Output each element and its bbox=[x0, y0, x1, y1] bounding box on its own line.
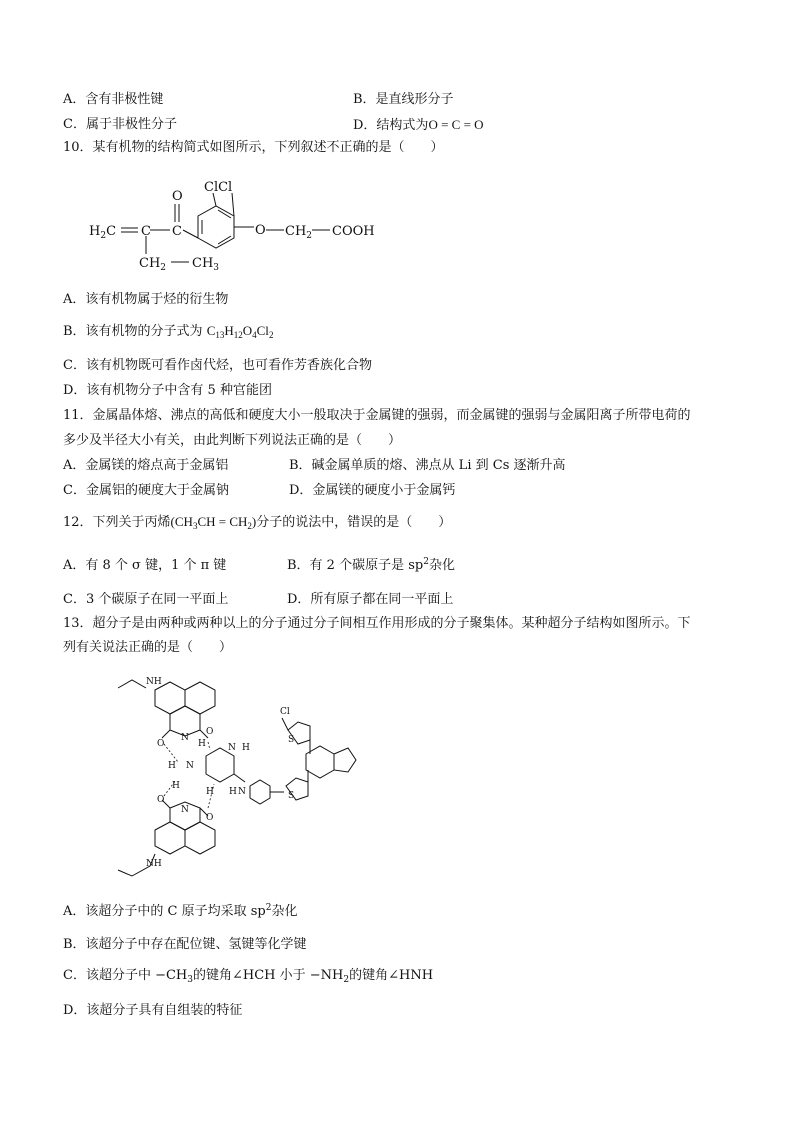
q13-o-4: O bbox=[206, 813, 214, 823]
q9-option-c: C．属于非极性分子 bbox=[63, 117, 177, 132]
q13-hbond-2 bbox=[208, 742, 210, 750]
q10-cl-bond-b bbox=[232, 193, 234, 216]
q13-option-c: C．该超分子中 $-CH_3$的键角∠HCH 小于 $-NH_2$的键角∠HNH bbox=[63, 968, 434, 985]
q9-option-b: B．是直线形分子 bbox=[353, 92, 454, 107]
q13-top-ethyl bbox=[118, 680, 146, 688]
q12-option-a: A．有 8 个 σ 键，1 个 π 键 bbox=[63, 558, 227, 573]
q10-c1-label: C bbox=[141, 224, 151, 239]
q13-h-3: H bbox=[172, 781, 180, 791]
q10-stem: 10．某有机物的结构简式如图所示，下列叙述不正确的是（ ） bbox=[63, 140, 444, 155]
q10-structure-figure bbox=[86, 176, 406, 276]
q13-o-3: O bbox=[157, 795, 165, 805]
q13-nh2-n: N bbox=[228, 743, 236, 753]
q13-n-bottom: N bbox=[181, 805, 189, 815]
q13-top-ring-b bbox=[185, 682, 215, 714]
q13-o-1: O bbox=[157, 739, 165, 749]
q13-triazine-nh-bond bbox=[234, 774, 245, 782]
q13-h-2: H bbox=[168, 761, 176, 771]
q11-stem-line1: 11．金属晶体熔、沸点的高低和硬度大小一般取决于金属键的强弱，而金属键的强弱与金属阳离子所带电荷的 bbox=[63, 408, 691, 423]
q13-n-mid: N bbox=[186, 761, 194, 771]
q13-nh2-h: H bbox=[242, 743, 250, 753]
q11-option-c: C．金属铝的硬度大于金属钠 bbox=[63, 483, 229, 498]
q13-h-1: H bbox=[198, 739, 206, 749]
q13-nh-h: H bbox=[229, 787, 237, 797]
q13-bottom-ring-a bbox=[155, 822, 185, 854]
q13-hbond-1 bbox=[164, 744, 178, 762]
q13-h-4: H bbox=[206, 787, 214, 797]
q10-h2c-label: $H_2C$ bbox=[89, 224, 117, 241]
q13-phenyl-ring bbox=[250, 780, 270, 804]
q10-clcl-label: ClCl bbox=[204, 180, 233, 195]
q10-option-b-label: B．该有机物的分子式为 bbox=[63, 324, 207, 339]
q10-ether-o: O bbox=[255, 223, 266, 238]
q13-top-nh: NH bbox=[146, 677, 162, 687]
q10-option-b-formula: $C_{13}H_{12}O_4Cl_2$ bbox=[206, 323, 274, 340]
q13-supramolecule-figure bbox=[110, 670, 370, 895]
q9-option-a: A．含有非极性键 bbox=[63, 92, 164, 107]
q10-option-c: C．该有机物既可看作卤代烃，也可看作芳香族化合物 bbox=[63, 358, 372, 373]
q12-option-d: D．所有原子都在同一平面上 bbox=[287, 592, 454, 607]
q10-c2-label: C bbox=[172, 224, 182, 239]
q13-stem-line2: 列有关说法正确的是（ ） bbox=[63, 640, 233, 655]
q13-option-b: B．该超分子中存在配位键、氢键等化学键 bbox=[63, 937, 307, 952]
q10-ethyl-ch2: $CH_2$ bbox=[139, 256, 167, 273]
q9-option-d-label: D．结构式为 bbox=[353, 118, 429, 133]
q12-propene-formula: $(CH_3CH = CH_2)$ bbox=[170, 514, 257, 531]
q10-cooh-label: COOH bbox=[332, 224, 375, 239]
q12-option-c: C．3 个碳原子在同一平面上 bbox=[63, 592, 229, 607]
q13-option-d: D．该超分子具有自组装的特征 bbox=[63, 1003, 243, 1018]
q13-top-co-left bbox=[162, 730, 170, 738]
q13-nh-n: N bbox=[238, 787, 246, 797]
q13-bottom-nh: NH bbox=[146, 859, 162, 869]
q10-ethyl-ch3: $CH_3$ bbox=[192, 256, 220, 273]
q13-stem-line1: 13．超分子是由两种或两种以上的分子通过分子间相互作用形成的分子聚集体。某种超分子结构如图所示。下 bbox=[63, 616, 691, 631]
q11-stem-line2: 多少及半径大小有关，由此判断下列说法正确的是（ ） bbox=[63, 433, 402, 448]
q9-option-d-formula: O = C = O bbox=[428, 117, 484, 132]
q13-triazine-ring bbox=[206, 748, 234, 782]
q13-option-a: A．该超分子中的 C 原子均采取 $sp^2$杂化 bbox=[63, 903, 298, 919]
q13-o-2: O bbox=[206, 727, 214, 737]
q13-bottom-ring-b bbox=[185, 822, 215, 854]
q13-s-lower: S bbox=[288, 791, 295, 801]
q13-s-upper: S bbox=[288, 735, 295, 745]
q10-option-b bbox=[63, 323, 273, 340]
q13-top-imide-ring bbox=[170, 706, 200, 736]
q10-carbonyl-o: O bbox=[172, 189, 183, 204]
q10-option-d: D．该有机物分子中含有 5 种官能团 bbox=[63, 383, 272, 398]
q9-option-d bbox=[353, 117, 484, 134]
q11-option-a: A．金属镁的熔点高于金属铝 bbox=[63, 458, 229, 473]
q10-ring-bond bbox=[183, 230, 198, 238]
q11-option-d: D．金属镁的硬度小于金属钙 bbox=[289, 483, 456, 498]
q12-option-b: B．有 2 个碳原子是 $sp^2$杂化 bbox=[287, 557, 455, 573]
q13-cyclopentane bbox=[334, 748, 356, 772]
q13-n-top: N bbox=[181, 733, 189, 743]
q10-benzene-ring bbox=[198, 206, 234, 248]
q10-ch2-label: $CH_2$ bbox=[285, 224, 313, 241]
q12-stem: 12．下列关于丙烯$(CH_3CH = CH_2)$分子的说法中，错误的是（ ） bbox=[63, 514, 452, 531]
q13-cl: Cl bbox=[280, 707, 290, 717]
q13-cl-bond bbox=[282, 718, 288, 730]
q11-option-b: B．碱金属单质的熔、沸点从 Li 到 Cs 逐渐升高 bbox=[289, 458, 566, 473]
q10-option-a: A．该有机物属于烃的衍生物 bbox=[63, 292, 229, 307]
